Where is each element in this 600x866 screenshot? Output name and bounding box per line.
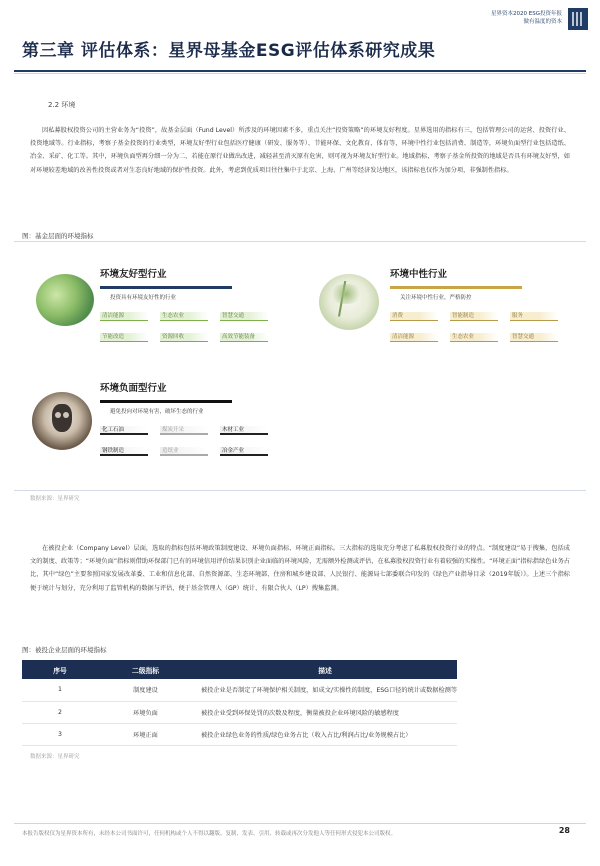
figure-bottom-divider [14, 490, 586, 491]
table-header-row [22, 660, 457, 679]
footer-divider [14, 823, 586, 824]
table-row [22, 701, 457, 723]
title-divider [14, 70, 586, 72]
friendly-industry-title: 环境友好型行业 [100, 269, 167, 280]
chapter-title: 第三章 评估体系：星界母基金ESG评估体系研究成果 [22, 41, 436, 61]
table-cell: 3 [22, 723, 98, 745]
header-report-name: 星界资本2020 ESG投资年报 [491, 11, 562, 17]
negative-industry-title: 环境负面型行业 [100, 383, 167, 394]
table-row [22, 679, 457, 701]
neutral-tag: 清洁能源 [390, 333, 438, 342]
paragraph-company-level: 在被投企业（Company Level）层面，选取的指标包括环境政策制度建设、环境负面指标、环境正面指标。三大指标的选取充分考虑了私募股权投资行业的特点。“制度建设”易于搜集，包括成文的制度、政策等；“环境负面”指标则借助环保部门已有的环境信用评价结果识别企业面临的环境风险，无需额外检测或评估，在私募股权投资行业有着较强的实操性。“环境正面”指标指绿色业务占比，其中“绿色”主要参照国家发展改革委、工业和信息化部、自然资源部、生态环境部、住房和城乡建设部、人民银行、能源局七部委联合印发的《绿色产业指导目录（2019年版）》。上述三个指标便于统计与划分，充分利用了监管机构的数据与评估，便于基金管理人（GP）统计、有限合伙人（LP）搜集监测。 [30, 545, 570, 592]
neutral-tag: 智能制造 [450, 312, 498, 321]
friendly-tag: 节能改造 [100, 333, 148, 342]
title-divider-thin [14, 73, 586, 74]
friendly-industry-desc: 投资具有环境友好性的行业 [110, 295, 177, 301]
table-cell: 环境正面 [98, 723, 193, 745]
figure-caption-fund-level: 图：基金层面的环境指标 [22, 232, 94, 240]
neutral-tag: 消费 [390, 312, 438, 321]
table-cell: 1 [22, 679, 98, 701]
table-cell: 环境负面 [98, 701, 193, 723]
header-slogan: 做有温度的资本 [523, 19, 562, 25]
negative-tag: 冶金产业 [220, 447, 268, 456]
column-header-index: 序号 [22, 660, 98, 679]
column-header-description: 描述 [193, 660, 457, 679]
negative-tag: 钢铁制造 [100, 447, 148, 456]
negative-industry-desc: 避免投向对环境有害，破坏生态的行业 [110, 409, 204, 415]
neutral-tag: 智慧交通 [510, 333, 558, 342]
neutral-industry-title: 环境中性行业 [390, 269, 448, 280]
friendly-tag: 清洁能源 [100, 312, 148, 321]
environment-indicator-figure [14, 242, 586, 487]
paragraph-fund-level: 因私募股权投资公司的主营业务为“投资”，故基金层面（Fund Level）所涉及的环境因素不多，重点关注“投资策略”的环境友好程度。星界选用的指标有三，包括管理公司的运营、投资行业、投资地域等。行业指标，考察子基金投资的行业类型，环境友好型行业包括医疗健康（研发、服务等）、节能环保、文化教育、体育等，环境中性行业包括消费、制造等，环境负面型行业包括造纸、冶金、采矿、化工等。其中，环境负面型再分细一分为二，若能在原行业做出改进，减轻甚至消灭原有危害，则可视为环境友好型行业。地域指标，考察子基金所投资的地域是否具有环境友好型，如对环境较差地域的改善性投资或者对生态良好地域的保护性投资。此外，考虑到优质项目往往集中于北京、上海、广州等经济发达地区，该指标也仅作为加分项，非强制性指标。 [30, 127, 570, 174]
friendly-tag: 资源回收 [160, 333, 208, 342]
negative-tag: 造纸业 [160, 447, 208, 456]
report-header [491, 10, 562, 26]
figure-caption-company-level: 图：被投企业层面的环境指标 [22, 646, 107, 654]
negative-tag: 煤炭开采 [160, 426, 208, 435]
gas-mask-icon [52, 404, 72, 432]
table-cell: 制度建设 [98, 679, 193, 701]
neutral-industry-bar [390, 286, 522, 289]
data-source-note: 数据来源：星界研究 [30, 496, 80, 502]
friendly-tag: 高效节能装备 [220, 333, 268, 342]
table-row [22, 723, 457, 745]
table-cell: 被投企业是否制定了环境保护相关制度，如成文/实操性的制度，ESG口径的统计或数据检测等 [193, 679, 457, 701]
section-label: 2.2 环境 [48, 101, 76, 109]
seedling-image [319, 274, 379, 330]
neutral-industry-desc: 关注环境中性行业，严格防控 [400, 295, 472, 301]
friendly-tag: 智慧交通 [220, 312, 268, 321]
copyright-notice: 本报告版权仅为星界资本所有，未经本公司书面许可，任何机构或个人不得以翻版、复制、发表、引用、转载或再次分发他人等任何形式侵犯本公司版权。 [22, 831, 397, 837]
table-cell: 被投企业绿色业务的性质/绿色业务占比（收入占比/利润占比/业务规模占比） [193, 723, 457, 745]
friendly-tag: 生态农业 [160, 312, 208, 321]
company-indicator-table [22, 660, 457, 746]
negative-industry-bar [100, 400, 232, 403]
negative-tag: 木材工业 [220, 426, 268, 435]
table-cell: 2 [22, 701, 98, 723]
column-header-indicator: 二级指标 [98, 660, 193, 679]
company-logo-icon [568, 8, 588, 30]
table-cell: 被投企业受到环保处罚的次数及程度，衡量被投企业环境风险的敏感程度 [193, 701, 457, 723]
data-source-note: 数据来源：星界研究 [30, 754, 80, 760]
page-number: 28 [558, 826, 570, 835]
friendly-industry-bar [100, 286, 232, 289]
negative-tag: 化工石油 [100, 426, 148, 435]
neutral-tag: 服务 [510, 312, 558, 321]
neutral-tag: 生态农业 [450, 333, 498, 342]
green-leaf-image [36, 274, 94, 326]
